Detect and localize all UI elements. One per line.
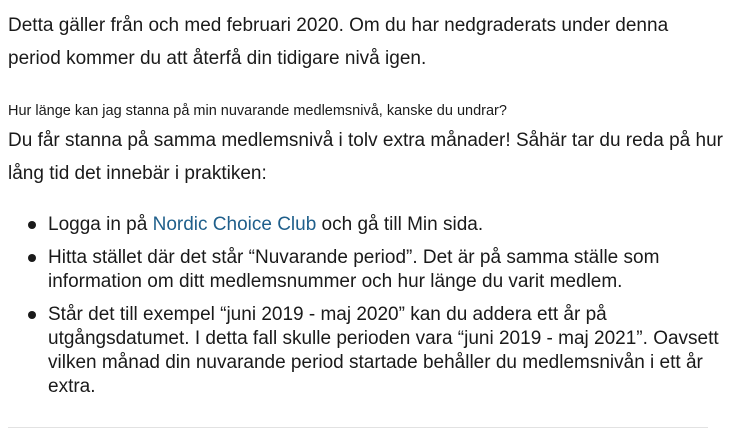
bullet-icon	[28, 221, 36, 229]
list-item-current-period	[8, 246, 726, 294]
step-1-after: och gå till Min sida.	[316, 214, 484, 235]
step-3-text: Står det till exempel “juni 2019 - maj 2020” kan du addera ett år på utgångsdatumet. I detta fall skulle perioden vara “juni 2019 - maj 2021”. Oavsett vilken månad din nuvarande period startade behåller du medlemsnivån i ett år extra.	[48, 304, 719, 397]
steps-list	[8, 213, 726, 408]
list-item-login	[8, 213, 726, 237]
answer-paragraph: Du får stanna på samma medlemsnivå i tolv extra månader! Såhär tar du reda på hur lång tid det innebär i praktiken:	[8, 130, 723, 184]
question-heading: Hur länge kan jag stanna på min nuvarande medlemsnivå, kanske du undrar?	[8, 103, 507, 119]
step-1-before: Logga in på	[48, 214, 153, 235]
bullet-icon	[28, 254, 36, 262]
step-2-text: Hitta stället där det står “Nuvarande period”. Det är på samma ställe som information om ditt medlemsnummer och hur länge du varit medlem.	[48, 247, 660, 292]
list-item-example	[8, 303, 726, 399]
intro-paragraph: Detta gäller från och med februari 2020. Om du har nedgraderats under denna period kommer du att återfå din tidigare nivå igen.	[8, 15, 669, 69]
divider	[8, 427, 708, 428]
nordic-choice-club-link[interactable]: Nordic Choice Club	[152, 214, 317, 235]
bullet-icon	[28, 311, 36, 319]
